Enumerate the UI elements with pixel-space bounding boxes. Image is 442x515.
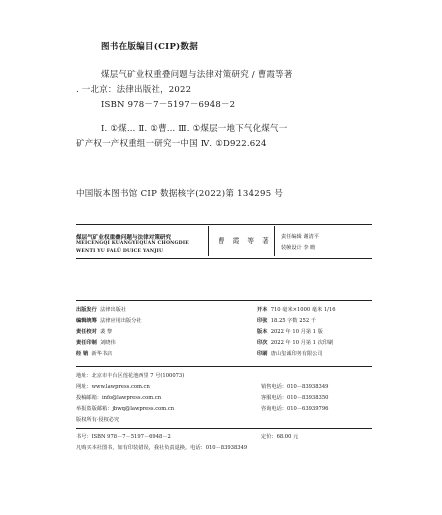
publish-label: 印张 [257,318,268,324]
publish-left-row-2 [76,317,142,324]
top-rule [76,224,372,225]
publish-label: 出版发行 [76,307,97,313]
publish-right-row-5 [257,350,323,357]
cip-data-number: 中国版本图书馆 CIP 数据核字(2022)第 134295 号 [76,189,284,199]
publish-label: 责任校对 [76,329,97,335]
publish-top-rule [76,300,372,301]
publish-value: 新华书店 [91,351,113,357]
divider-left [208,226,209,256]
publish-label: 版本 [257,329,268,335]
publish-mid-rule [76,366,372,367]
authors: 曹 霞 等 著 [218,237,272,245]
publish-value: 2022 年 10 月第 1 次印刷 [270,340,334,346]
submission-email: 投稿邮箱：info@lawpress.com.cn [76,395,162,401]
price: 定价：68.00 元 [261,434,299,440]
publish-left-row-5 [76,350,112,357]
consult-phone: 咨询电话：010－63939796 [261,406,329,412]
publish-value: 法律出版社 [100,307,127,313]
cip-isbn: ISBN 978－7－5197－6948－2 [101,100,236,110]
cover-designer: 装帧设计 李 瞻 [281,245,316,251]
publish-label: 责任印制 [76,340,97,346]
publish-value: 法律应用出版分社 [100,318,142,324]
piracy-report-email: 举报盗版邮箱：jbwq@lawpress.com.cn [76,406,175,412]
copyright-notice: 版权所有·侵权必究 [76,417,120,423]
publish-value: 唐山玺诚印务有限公司 [270,351,323,357]
book-title-cn: 煤层气矿业权重叠问题与法律对策研究 [76,235,172,241]
address-bottom-rule [76,428,372,429]
cip-title-author: 煤层气矿业权重叠问题与法律对策研究 / 曹霞等著 [101,70,293,80]
publish-right-row-1 [257,306,336,313]
cip-subject-1: Ⅰ. ①煤… Ⅱ. ①曹… Ⅲ. ①煤层一地下气化煤气一 [101,124,288,134]
responsible-editor: 责任编辑 谢清平 [281,234,319,240]
address: 地址：北京市丰台区莲花池西里 7 号(100073) [76,373,185,379]
divider-right [274,226,275,256]
publish-value: 裴 黎 [100,329,113,335]
book-title-en-2: WENTI YU FALÜ DUICE YANJIU [76,249,164,254]
book-title-en-1: MEICENGQI KUANGYEQUAN CHONGDIE [76,241,189,246]
publish-right-row-2 [257,317,316,324]
publish-left-row-3 [76,328,112,335]
publish-label: 编辑统筹 [76,318,97,324]
publish-left-row-1 [76,306,126,313]
publish-label: 印刷 [257,351,268,357]
cip-heading: 图书在版编目(CIP)数据 [101,42,199,52]
isbn-line: 书号：ISBN 978－7－5197－6948－2 [76,434,171,440]
publish-right-row-4 [257,339,333,346]
publish-value: 18.25 字数 252 千 [270,318,316,324]
website: 网址：www.lawpress.com.cn [76,384,150,390]
return-notice: 凡购买本社图书，如有印装错误，我社负责退换。电话：010－83938349 [76,445,248,451]
cip-subject-2: 矿产权一产权重组一研究一中国 Ⅳ. ①D922.624 [76,139,267,149]
publish-label: 印次 [257,340,268,346]
publish-label: 经 销 [76,351,89,357]
publish-value: 刘晓伟 [100,340,116,346]
publish-left-row-4 [76,339,116,346]
bottom-rule [76,258,372,259]
publish-value: 710 毫米×1000 毫米 1/16 [270,307,336,313]
publish-right-row-3 [257,328,323,335]
publish-label: 开本 [257,307,268,313]
publish-value: 2022 年 10 月第 1 版 [270,329,323,335]
service-phone: 客服电话：010－83938350 [261,395,329,401]
cip-publisher-line: . 一北京：法律出版社，2022 [76,85,192,95]
sales-phone: 销售电话：010－83938349 [261,384,329,390]
